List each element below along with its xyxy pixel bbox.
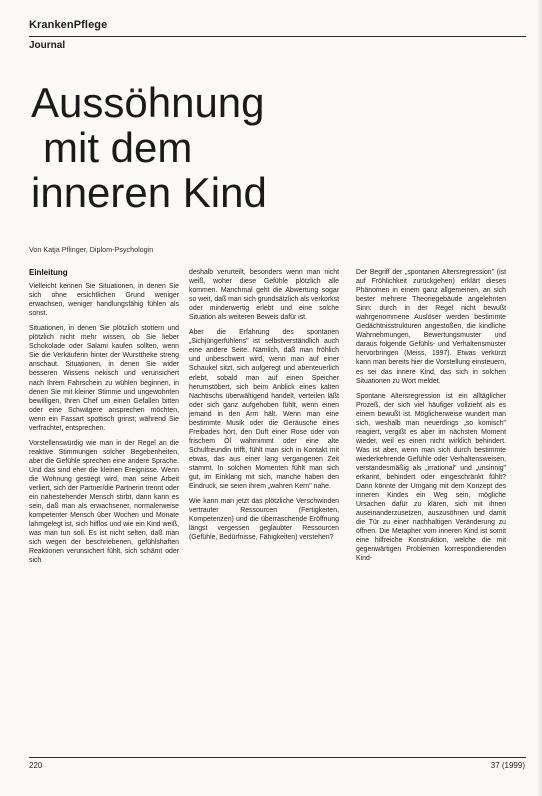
journal-section: Journal [29, 40, 66, 51]
top-rule [29, 36, 526, 37]
paragraph: Wie kann man jetzt das plötzliche Verschwinden vertrauter Ressourcen (Fertigkeiten, Kompetenzen) und die überraschende Eröffnung längst vergessen geglaubter Ressourcen (Gefühle, Bedürfnisse, Fähigkeiten) verstehen? [189, 498, 339, 542]
text-column-3 [356, 268, 506, 570]
section-heading: Einleitung [29, 268, 68, 277]
paragraph: Situationen, in denen Sie plötzlich stottern und plötzlich nicht mehr wissen, ob Sie lieber Schokolade oder Salami kaufen sollten, wenn Sie die Verkäuferin hinter der Wursttheke streng anschaut. Situationen, in denen Sie wider besseren Wissens nekisch und verunsichert nach Ihrem Fahrschein zu wühlen beginnen, in denen Sie mit kleiner Stimme und ungewohnten bewilligen, Ihren Chef um einen Gefallen bitten oder eine Schwägere ansprechen möchten, wenn ein Fassart spottisch grinst; während Sie verfrachtet, entsprechen. [29, 325, 179, 432]
text-column-1 [29, 268, 179, 571]
paragraph: Aber die Erfahrung des spontanen „Sichjüngerfühlens" ist selbstverständlich auch eine andere Seite. Nämlich, daß man fröhlich und unbeschwert wird, wenn man auf einer Schaukel sitzt, sich aufgeregt und abenteuerlich erlebt, sobald man auf einen Speicher herumstöbert, sich beim Anblick eines kalten Nachtischs überwältigend handelt, verteilen läßt oder sich ganz aufgehoben fühlt, wenn einen jemand in den Arm hält. Wenn man eine bestimmte Musik oder die Geräusche eines Freibades hört, den Duft einer Rose oder von frischem Öl wahrnimmt oder eine alte Schulfreundin trifft, fühlt man sich in Kontakt mit etwas, das aus einer lang vergangenen Zeit stammt. In solchen Momenten fühlt man sich gut, im Einklang mit sich, manche haben den Eindruck, sie seien ihrem „wahren Kern" nahe. [189, 329, 339, 491]
title-line-1: Aussöhnung [31, 79, 265, 126]
title-line-3: inneren Kind [31, 169, 267, 216]
paragraph: deshalb verurteilt, besonders wenn man nicht weiß, woher diese Gefühle plötzlich alle kommen. Manchmal geht die Abwertung sogar so weit, daß man sich grundsätzlich als verkorkst oder minderwertig erlebt und eine solche Situation als weiteren Beweis dafür ist. [189, 269, 339, 322]
article-author: Von Katja Pflinger, Diplom-Psychologin [29, 245, 154, 254]
title-line-2: mit dem [43, 124, 193, 171]
bottom-rule [29, 757, 526, 758]
page-number: 220 [29, 761, 43, 770]
text-column-2 [189, 268, 339, 548]
journal-name: KrankenPflege [29, 19, 108, 31]
paragraph: Der Begriff der „spontanen Altersregression" (ist auf Fröhlichkeit zurückgehen) erklärt dieses Phänomen in einem ganz allgemeinen, an sich bester mehrere Theoriegebäude angelehnten Sinn: durch in der Regel nicht bewußt wahrgenommene Auslöser werden bestimmte Gedächtnisstrukturen angestoßen, die kindliche Wahrnehmungen, Bewertungsmuster und daraus folgende Gefühls- und Verhaltensmuster hervorbringen (Meiss, 1997). Etwas verkürzt kann man bereits hier die Vorstellung einsteuern, es sei das innere Kind, das sich in solchen Situationen zu Wort meldet. [356, 269, 506, 385]
paragraph: Spontane Altersregression ist ein alltäglicher Prozeß, der sich viel häufiger vollzieht als es einem bewußt ist. Möglicherweise wundert man sich, weshalb man neuerdings „so komisch" reagiert, vergißt es aber im nächsten Moment wieder, weil es einen nicht wirklich behindert. Was ist aber, wenn man sich durch bestimmte wiederkehrende Gefühle oder Verhaltensweisen, verstandesmäßig als „irrational" und „unsinnig" erkannt, behindert oder eingeschränkt fühlt? Dann könnte der Umgang mit dem Konzept des inneren Kindes ein Weg sein, mögliche Ursachen dafür zu klären, sich mit ihnen auseinanderzusetzen, auszusöhnen und damit die Tür zu einer nachhaltigen Veränderung zu öffnen. Die Metapher vom inneren Kind ist somit eine hilfreiche Konstruktion, welche die mit gegenwärtigen Problemen korrespondierenden Kind- [356, 392, 506, 563]
article-title [31, 80, 267, 215]
issue-number: 37 (1999) [490, 761, 525, 770]
paragraph: Vielleicht kennen Sie Situationen, in denen Sie sich ohne ersichtlichen Grund weniger erwachsen, weniger handlungsfähig fühlen als sonst. [29, 283, 179, 318]
page-edge-shadow [536, 0, 542, 796]
paragraph: Vorstellenswürdig wie man in der Regel an die reaktive Stimmungen solcher Begebenheiten, aber die Gefühle sprechen eine andere Sprache. Und das sind eher die kleinen Ereignisse. Wenn die Wohnung gestiegt wird, man seine Arbeit verliert, sich der Partner/die Partnerin trennt oder ein nahestehender Mensch stirbt, dann kann es sein, daß man als erwachsener, normalerweise kompetenter Mensch über Wochen und Monate lahmgelegt ist, sich hilflos und wie ein Kind weiß, was man tun soll. Es ist nicht selten, daß man sich wegen der beschriebenen, gefühlshaften Reaktionen verunsichert fühlt, sich schämt oder sich [29, 439, 179, 565]
